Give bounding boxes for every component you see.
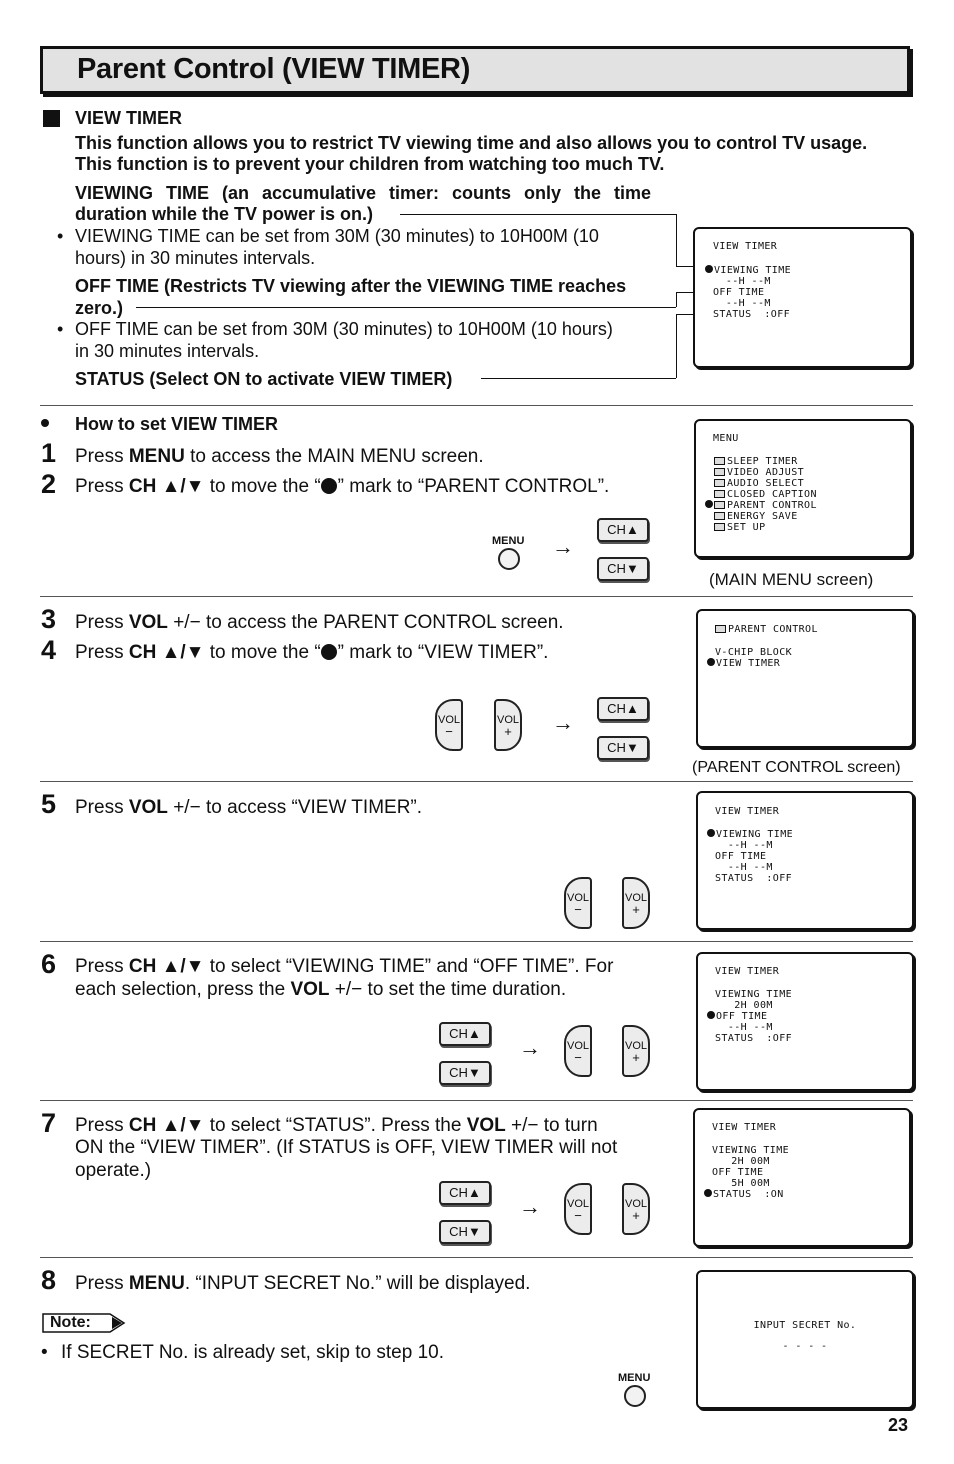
- vol-plus-button[interactable]: VOL +: [494, 699, 522, 751]
- note-text: If SECRET No. is already set, skip to step 10.: [61, 1342, 444, 1363]
- arrow-icon: →: [519, 1035, 541, 1060]
- parent-control-icon: [714, 501, 725, 509]
- vol-plus-button[interactable]: VOL +: [622, 1025, 650, 1077]
- parent-control-caption: (PARENT CONTROL screen): [692, 759, 901, 776]
- off-time-desc-1: OFF TIME can be set from 30M (30 minutes) to 10H00M (10 hours): [75, 319, 613, 339]
- main-menu-caption: (MAIN MENU screen): [709, 570, 874, 589]
- step-number: 6: [41, 949, 57, 979]
- off-time-heading-1: OFF TIME (Restricts TV viewing after the VIEWING TIME reaches: [75, 276, 627, 296]
- selection-mark-icon: [705, 500, 713, 508]
- vol-minus-button[interactable]: VOL −: [564, 1025, 592, 1077]
- screen-title: VIEW TIMER: [715, 966, 780, 977]
- menu-item-closed-caption: CLOSED CAPTION: [714, 489, 817, 500]
- note-label: Note:: [50, 1314, 91, 1331]
- screen-viewing-value: --H --M: [713, 276, 771, 287]
- bullet-marker: •: [57, 226, 64, 246]
- step-6-text-line-2: each selection, press the VOL +/− to set the time duration.: [75, 979, 567, 1000]
- how-to-heading: How to set VIEW TIMER: [75, 414, 279, 434]
- divider: [40, 596, 913, 597]
- viewing-time-desc-2: hours) in 30 minutes intervals.: [75, 248, 316, 268]
- divider: [40, 781, 913, 782]
- step-1-text: Press MENU to access the MAIN MENU screen.: [75, 446, 484, 467]
- divider: [40, 1257, 913, 1258]
- energy-save-icon: [714, 512, 725, 520]
- screen-viewing-value: 2H 00M: [715, 1000, 773, 1011]
- section-square-marker: [43, 110, 60, 127]
- step-3-text: Press VOL +/− to access the PARENT CONTROL screen.: [75, 612, 564, 633]
- view-timer-screen-step6: [696, 952, 914, 1091]
- menu-item-view-timer: VIEW TIMER: [707, 658, 780, 669]
- step-number: 5: [41, 789, 57, 819]
- screen-row-status: STATUS :OFF: [713, 309, 791, 320]
- ch-up-button[interactable]: CH▲: [439, 1022, 491, 1046]
- screen-row-viewing: VIEWING TIME: [705, 265, 791, 276]
- step-7-text-line-2: ON the “VIEW TIMER”. (If STATUS is OFF, VIEW TIMER will not: [75, 1137, 618, 1158]
- menu-item-set-up: SET UP: [714, 522, 766, 533]
- step-number: 8: [41, 1265, 57, 1295]
- screen-row-status: STATUS :OFF: [715, 1033, 793, 1044]
- vol-minus-button[interactable]: VOL −: [564, 877, 592, 929]
- menu-item-v-chip-block: V-CHIP BLOCK: [715, 647, 793, 658]
- connector-line: [136, 307, 676, 308]
- selection-mark-icon: [704, 1189, 712, 1197]
- divider: [40, 405, 913, 406]
- vol-plus-button[interactable]: VOL +: [622, 877, 650, 929]
- intro-line-2: This function is to prevent your children from watching too much TV.: [75, 154, 665, 174]
- off-time-heading-2: zero.): [75, 298, 124, 318]
- selection-mark-icon: [321, 478, 337, 494]
- divider: [40, 941, 913, 942]
- step-number: 3: [41, 604, 57, 634]
- screen-viewing-value: --H --M: [715, 840, 773, 851]
- menu-label: MENU: [492, 535, 525, 547]
- screen-off-value: --H --M: [715, 862, 773, 873]
- vol-minus-button[interactable]: VOL −: [564, 1183, 592, 1235]
- screen-title: MENU: [713, 433, 739, 444]
- selection-mark-icon: [707, 658, 715, 666]
- set-up-icon: [714, 523, 725, 531]
- bullet-marker: •: [41, 1342, 48, 1363]
- step-number: 2: [41, 469, 57, 499]
- menu-item-audio-select: AUDIO SELECT: [714, 478, 804, 489]
- screen-row-viewing: VIEWING TIME: [712, 1145, 790, 1156]
- ch-down-button[interactable]: CH▼: [439, 1061, 491, 1085]
- step-8-text: Press MENU. “INPUT SECRET No.” will be displayed.: [75, 1273, 531, 1294]
- menu-item-parent-control: PARENT CONTROL: [705, 500, 817, 511]
- screen-row-off: OFF TIME: [715, 851, 767, 862]
- audio-select-icon: [714, 479, 725, 487]
- screen-row-off: OFF TIME: [712, 1167, 764, 1178]
- input-secret-screen: [696, 1270, 914, 1409]
- step-number: 4: [41, 635, 57, 665]
- screen-row-off: OFF TIME: [707, 1011, 767, 1022]
- screen-title: VIEW TIMER: [713, 241, 778, 252]
- ch-down-button[interactable]: CH▼: [597, 736, 649, 760]
- sleep-timer-icon: [714, 457, 725, 465]
- step-6-text-line-1: Press CH ▲/▼ to select “VIEWING TIME” and “OFF TIME”. For: [75, 956, 614, 977]
- menu-item-sleep-timer: SLEEP TIMER: [714, 456, 798, 467]
- connector-line: [676, 314, 677, 378]
- screen-title: VIEW TIMER: [712, 1122, 777, 1133]
- ch-up-button[interactable]: CH▲: [597, 697, 649, 721]
- page-title: Parent Control (VIEW TIMER): [77, 53, 471, 85]
- viewing-time-heading-2: duration while the TV power is on.): [75, 204, 374, 224]
- step-7-text-line-3: operate.): [75, 1160, 152, 1181]
- arrow-icon: →: [552, 710, 574, 735]
- step-number: 1: [41, 438, 57, 468]
- step-4-text: Press CH ▲/▼ to move the “ ” mark to “VIEW TIMER”.: [75, 642, 549, 663]
- step-number: 7: [41, 1108, 57, 1138]
- view-timer-screen-step5: [696, 791, 914, 930]
- secret-number-placeholder: - - - -: [782, 1341, 828, 1352]
- connector-line: [400, 214, 676, 215]
- page-title-bar: [40, 46, 910, 94]
- selection-mark-icon: [705, 265, 713, 273]
- page-number: 23: [888, 1415, 909, 1435]
- step-2-text: Press CH ▲/▼ to move the “ ” mark to “PARENT CONTROL”.: [75, 476, 610, 497]
- screen-row-status: STATUS :OFF: [715, 873, 793, 884]
- screen-viewing-value: 2H 00M: [712, 1156, 770, 1167]
- status-heading: STATUS (Select ON to activate VIEW TIMER): [75, 369, 453, 389]
- menu-item-video-adjust: VIDEO ADJUST: [714, 467, 804, 478]
- vol-minus-button[interactable]: VOL −: [435, 699, 463, 751]
- bullet-marker: •: [57, 319, 64, 339]
- menu-item-energy-save: ENERGY SAVE: [714, 511, 798, 522]
- menu-label: MENU: [618, 1372, 651, 1384]
- screen-row-viewing: VIEWING TIME: [707, 829, 793, 840]
- divider: [40, 1100, 913, 1101]
- screen-off-value: --H --M: [715, 1022, 773, 1033]
- screen-row-viewing: VIEWING TIME: [715, 989, 793, 1000]
- view-timer-heading: VIEW TIMER: [75, 108, 182, 128]
- selection-mark-icon: [321, 644, 337, 660]
- screen-off-value: 5H 00M: [712, 1178, 770, 1189]
- step-7-text-line-1: Press CH ▲/▼ to select “STATUS”. Press the VOL +/− to turn: [75, 1115, 598, 1136]
- closed-caption-icon: [714, 490, 725, 498]
- view-timer-screen-intro: [693, 227, 912, 368]
- video-adjust-icon: [714, 468, 725, 476]
- screen-row-status: STATUS :ON: [704, 1189, 784, 1200]
- menu-button[interactable]: [624, 1385, 646, 1407]
- viewing-time-desc-1: VIEWING TIME can be set from 30M (30 minutes) to 10H00M (10: [75, 226, 599, 246]
- view-timer-screen-step7: [693, 1108, 911, 1247]
- intro-line-1: This function allows you to restrict TV viewing time and also allows you to control TV usage.: [75, 133, 868, 153]
- screen-off-value: --H --M: [713, 298, 771, 309]
- arrow-icon: →: [552, 534, 574, 559]
- parent-control-screen: [696, 609, 914, 748]
- parent-control-icon: [715, 625, 726, 633]
- screen-title: INPUT SECRET No.: [753, 1320, 857, 1331]
- main-menu-screen: [694, 419, 912, 558]
- viewing-time-heading-1: VIEWING TIME (an accumulative timer: counts only the time: [75, 183, 651, 203]
- screen-row-off: OFF TIME: [713, 287, 765, 298]
- connector-line: [676, 214, 677, 266]
- ch-down-button[interactable]: CH▼: [597, 557, 649, 581]
- menu-button[interactable]: [498, 548, 520, 570]
- connector-line: [481, 378, 676, 379]
- connector-line: [676, 292, 677, 307]
- arrow-icon: →: [519, 1194, 541, 1219]
- step-5-text: Press VOL +/− to access “VIEW TIMER”.: [75, 797, 423, 818]
- screen-title: PARENT CONTROL: [715, 624, 818, 635]
- screen-title: VIEW TIMER: [715, 806, 780, 817]
- ch-up-button[interactable]: CH▲: [439, 1181, 491, 1205]
- selection-mark-icon: [707, 1011, 715, 1019]
- ch-up-button[interactable]: CH▲: [597, 518, 649, 542]
- vol-plus-button[interactable]: VOL +: [622, 1183, 650, 1235]
- ch-down-button[interactable]: CH▼: [439, 1220, 491, 1244]
- bullet-marker: [41, 419, 49, 427]
- selection-mark-icon: [707, 829, 715, 837]
- off-time-desc-2: in 30 minutes intervals.: [75, 341, 260, 361]
